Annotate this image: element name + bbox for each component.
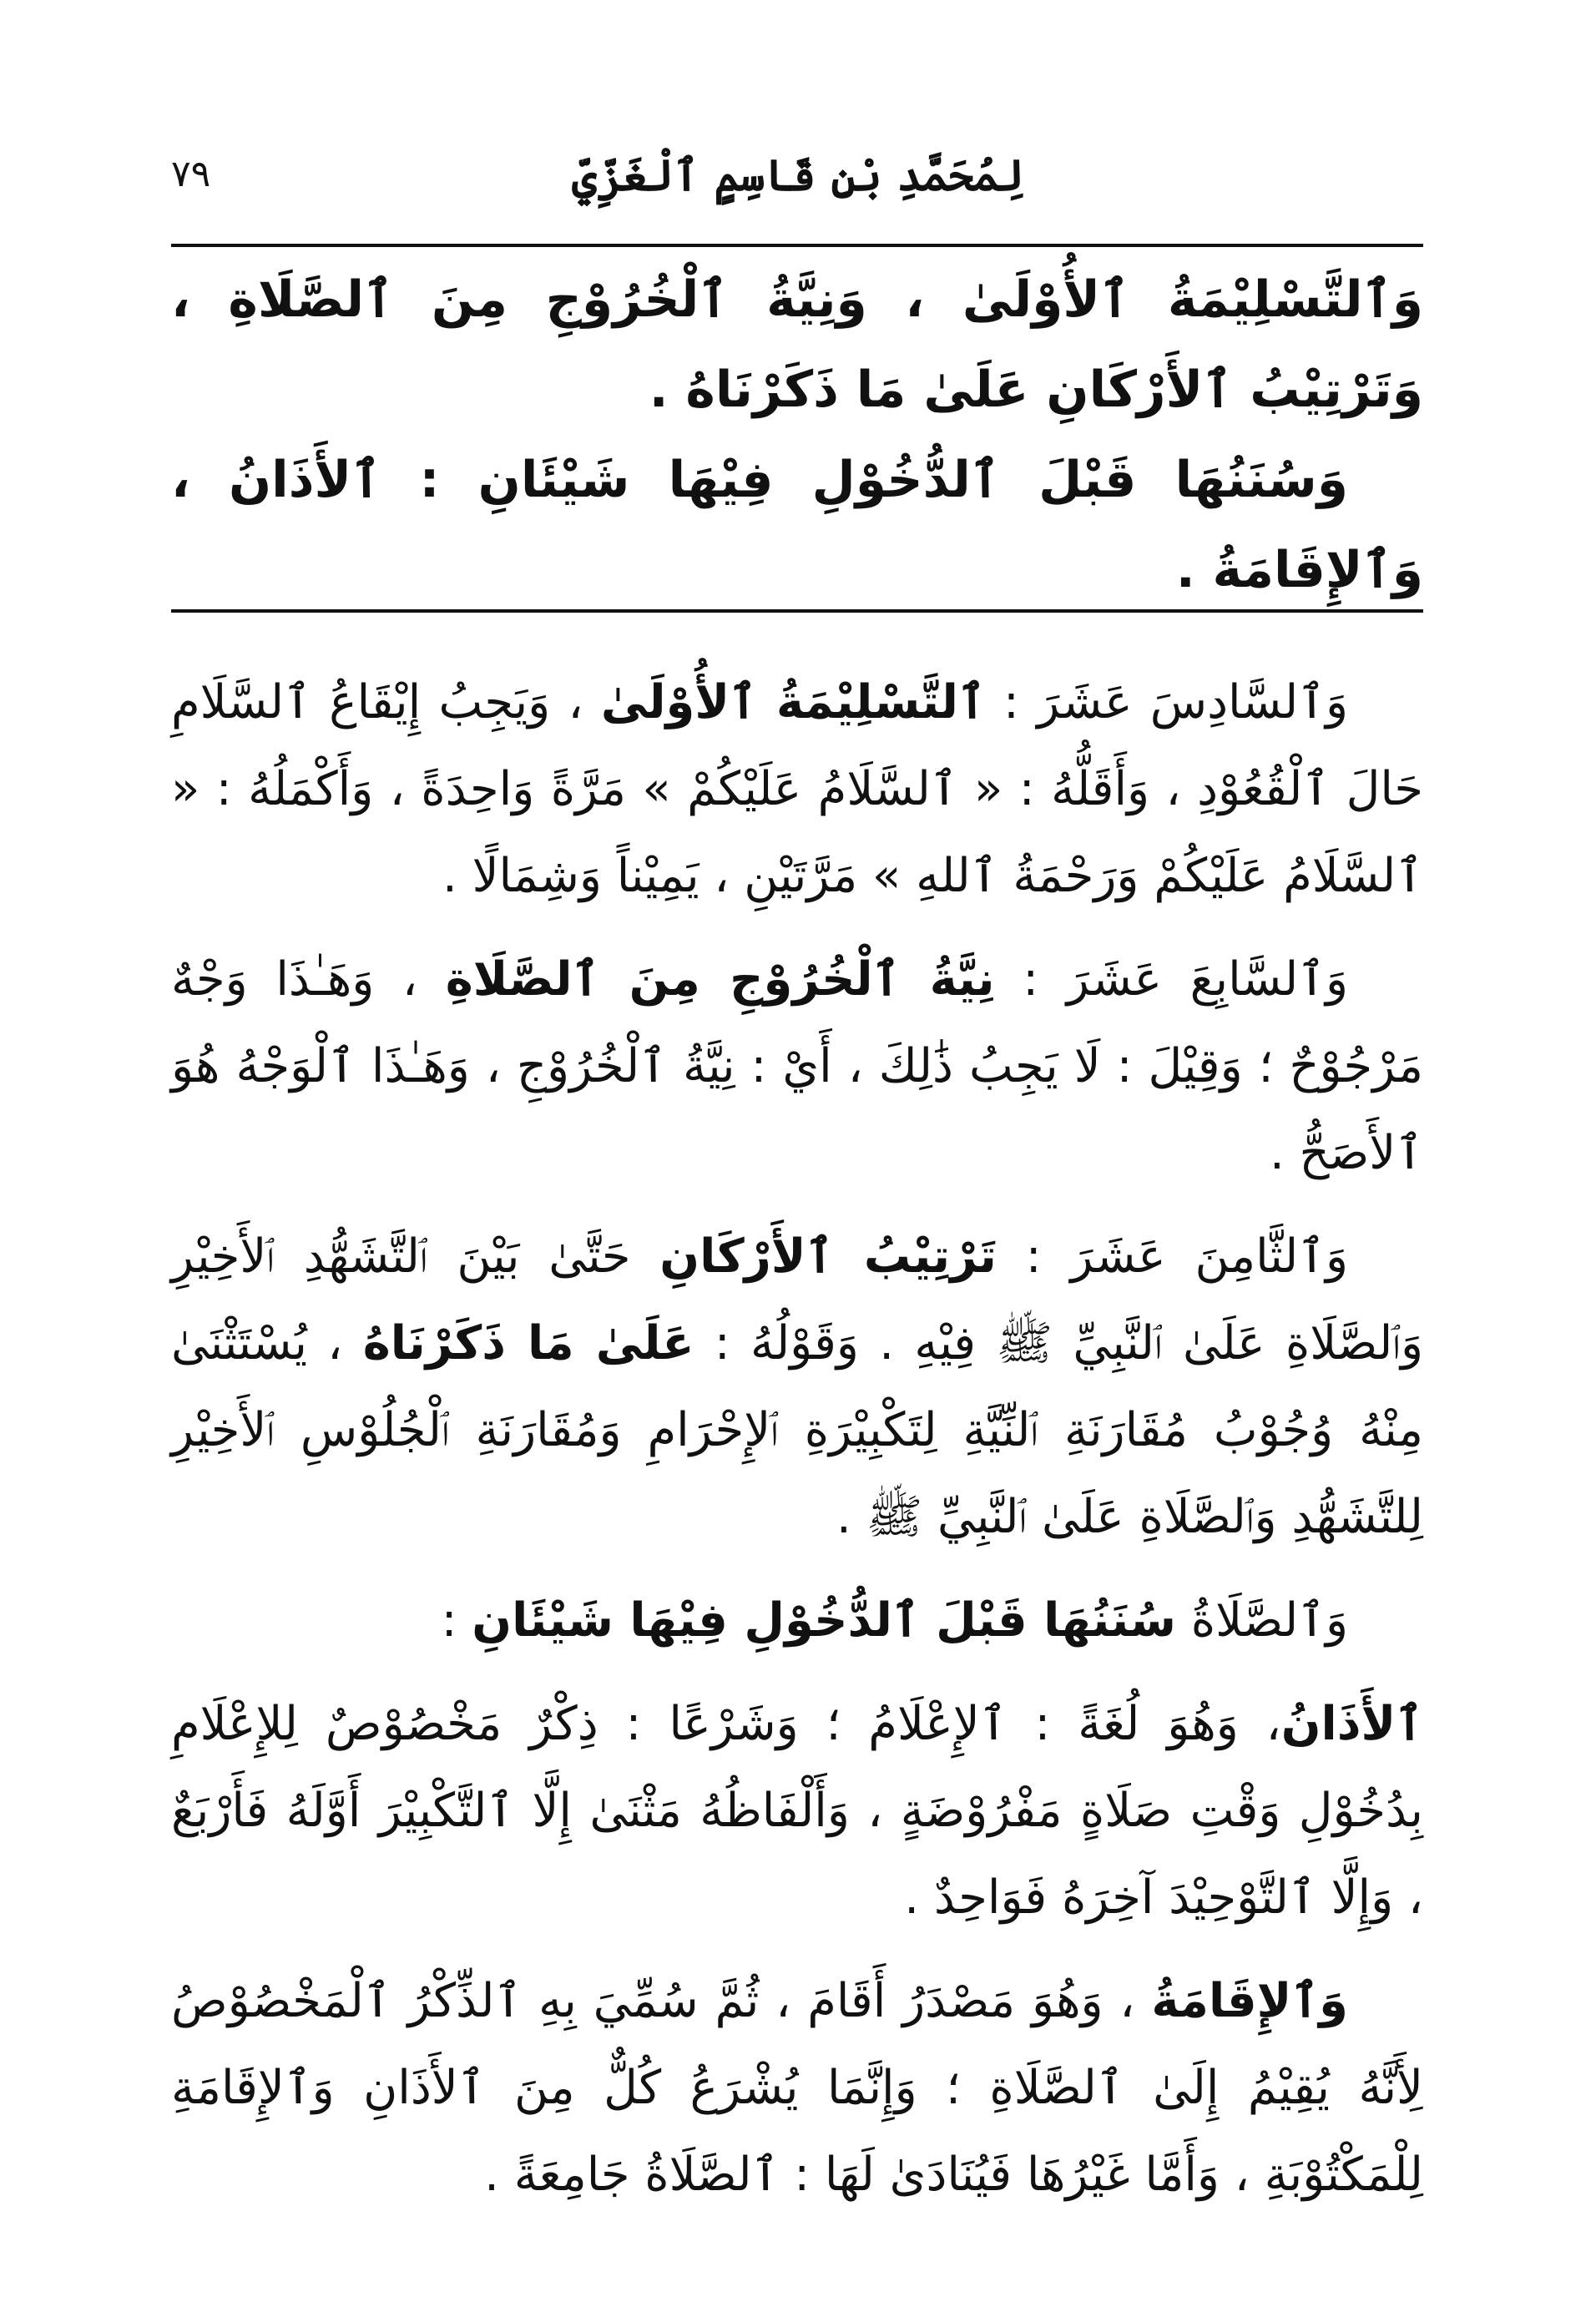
paragraph-body: ، وَهُوَ مَصْدَرُ أَقَامَ ، ثُمَّ سُمِّيَ بِهِ ٱلذِّكْرُ ٱلْمَخْصُوْصُ لِأَنَّهُ يُقِيْمُ إِلَىٰ ٱلصَّلَاةِ ؛ وَإِنَّمَا يُشْرَعُ كُلٌّ مِنَ ٱلأَذَانِ وَٱلإِقَامَةِ لِلْمَكْتُوْبَةِ ، وَأَمَّا غَيْرُهَا فَيُنَادَىٰ لَهَا : ٱلصَّلَاةُ جَامِعَةً .	[171, 1974, 1423, 2202]
matn-paragraph: وَٱلتَّسْلِيْمَةُ ٱلأُوْلَىٰ ، وَنِيَّةُ ٱلْخُرُوْجِ مِنَ ٱلصَّلَاةِ ، وَتَرْتِيْبُ ٱلأَرْكَانِ عَلَىٰ مَا ذَكَرْنَاهُ .	[171, 270, 1423, 419]
commentary-paragraph	[171, 659, 1423, 920]
top-rule	[171, 244, 1423, 247]
paragraph-body: حَتَّىٰ بَيْنَ ٱلتَّشَهُّدِ ٱلأَخِيْرِ وَٱلصَّلَاةِ عَلَىٰ ٱلنَّبِيِّ ﷺ فِيْهِ . وَقَوْلُهُ :	[171, 1229, 1423, 1371]
matn-text	[171, 255, 1423, 615]
paragraph-body: ، وَهُوَ لُغَةً : ٱلإِعْلَامُ ؛ وَشَرْعًا : ذِكْرٌ مَخْصُوْصٌ لِلإِعْلَامِ بِدُخُوْلِ وَقْتِ صَلَاةٍ مَفْرُوْضَةٍ ، وَأَلْفَاظُهُ مَثْنَىٰ إِلَّا ٱلتَّكْبِيْرَ أَوَّلَهُ فَأَرْبَعٌ ، وَإِلَّا ٱلتَّوْحِيْدَ آخِرَهُ فَوَاحِدٌ .	[171, 1697, 1423, 1925]
paragraph-lead: وَٱلصَّلَاةُ	[1175, 1593, 1348, 1648]
matn-quote: سُنَنُهَا قَبْلَ ٱلدُّخُوْلِ فِيْهَا شَيْئَانِ	[472, 1593, 1176, 1648]
page-header	[171, 138, 1425, 238]
paragraph-lead: وَٱلثَّامِنَ عَشَرَ :	[996, 1229, 1348, 1284]
paragraph-body: :	[441, 1593, 472, 1648]
commentary-paragraph	[171, 1681, 1423, 1941]
matn-quote: عَلَىٰ مَا ذَكَرْنَاهُ	[362, 1316, 694, 1371]
paragraph-body: ، وَهَـٰذَا وَجْهٌ مَرْجُوْحٌ ؛ وَقِيْلَ : لَا يَجِبُ ذَٰلِكَ ، أَيْ : نِيَّةُ ٱلْخُرُوْجِ ، وَهَـٰذَا ٱلْوَجْهُ هُوَ ٱلأَصَحُّ .	[171, 952, 1423, 1180]
paragraph-lead: وَٱلسَّابِعَ عَشَرَ :	[994, 952, 1349, 1007]
commentary-paragraph	[171, 936, 1423, 1197]
matn-quote: نِيَّةُ ٱلْخُرُوْجِ مِنَ ٱلصَّلَاةِ	[445, 952, 995, 1007]
commentary-paragraph	[171, 1578, 1423, 1664]
commentary-paragraph	[171, 1958, 1423, 2219]
separator-rule	[171, 609, 1423, 613]
matn-quote: تَرْتِيْبُ ٱلأَرْكَانِ	[659, 1229, 997, 1284]
paragraph-body: ، يُسْتَثْنَىٰ مِنْهُ وُجُوْبُ مُقَارَنَةِ ٱلنِّيَّةِ لِتَكْبِيْرَةِ ٱلإِحْرَامِ وَمُقَارَنَةِ ٱلْجُلُوْسِ ٱلأَخِيْرِ لِلتَّشَهُّدِ وَٱلصَّلَاةِ عَلَىٰ ٱلنَّبِيِّ ﷺ .	[171, 1316, 1423, 1544]
commentary-text	[171, 659, 1423, 2235]
matn-quote: ٱلتَّسْلِيْمَةُ ٱلأُوْلَىٰ	[600, 675, 986, 729]
matn-quote: وَٱلإِقَامَةُ	[1151, 1974, 1348, 2028]
running-title: لِمُحَمَّدِ بْنِ قَاسِمٍ ٱلْغَزِّيِّ	[572, 150, 1024, 201]
paragraph-body: ، وَيَجِبُ إِيْقَاعُ ٱلسَّلَامِ حَالَ ٱلْقُعُوْدِ ، وَأَقَلُّهُ : « ٱلسَّلَامُ عَلَيْكُمْ » مَرَّةً وَاحِدَةً ، وَأَكْمَلُهُ : « ٱلسَّلَامُ عَلَيْكُمْ وَرَحْمَةُ ٱللهِ » مَرَّتَيْنِ ، يَمِيْناً وَشِمَالًا .	[171, 675, 1423, 903]
matn-quote: ٱلأَذَانُ	[1280, 1697, 1423, 1751]
paragraph-lead: وَٱلسَّادِسَ عَشَرَ :	[985, 675, 1348, 729]
page-number: ٧٩	[171, 153, 211, 195]
matn-paragraph: وَسُنَنُهَا قَبْلَ ٱلدُّخُوْلِ فِيْهَا شَيْئَانِ : ٱلأَذَانُ ، وَٱلإِقَامَةُ .	[171, 451, 1423, 599]
commentary-paragraph	[171, 1214, 1423, 1561]
